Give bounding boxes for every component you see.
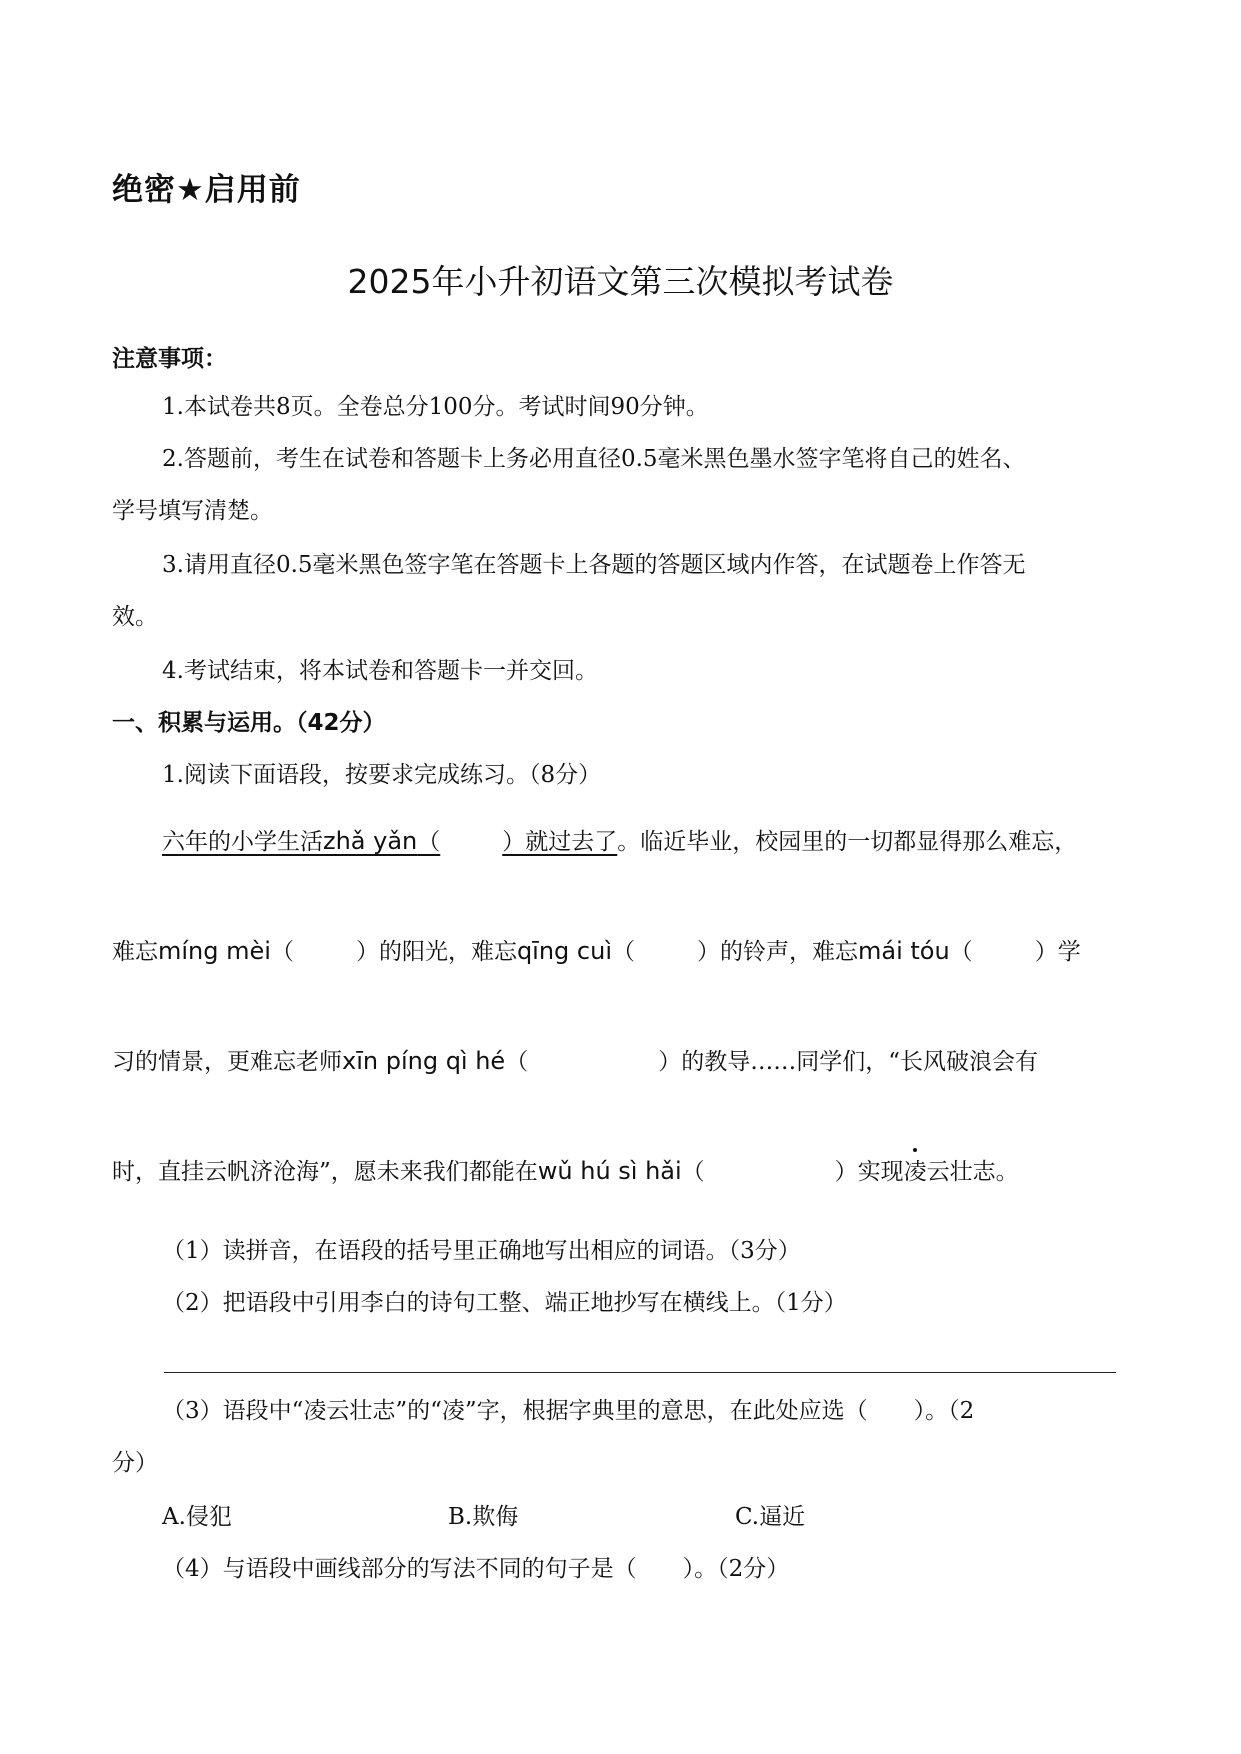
- pinyin-xin-ping-qi-he: xīn píng qì hé: [342, 1047, 506, 1075]
- passage-line-4: 时，直挂云帆济沧海”，愿未来我们都能在wǔ hú sì hǎi（ ）实现凌云壮志。: [112, 1153, 1019, 1186]
- secret-mark: 绝密★启用前: [112, 172, 301, 208]
- notice-heading: 注意事项：: [112, 346, 227, 372]
- subquestion-3-line-1: （3）语段中“凌云壮志”的“凌”字，根据字典里的意思，在此处应选（ ）。（2: [162, 1398, 975, 1424]
- notice-item-4: 4.考试结束，将本试卷和答题卡一并交回。: [162, 658, 598, 684]
- exam-title: 2025年小升初语文第三次模拟考试卷: [347, 262, 894, 301]
- notice-item-3-line-1: 3.请用直径0.5毫米黑色签字笔在答题卡上各题的答题区域内作答，在试题卷上作答无: [162, 552, 1026, 578]
- passage-line-2: 难忘míng mèi（ ）的阳光，难忘qīng cuì（ ）的铃声，难忘mái tóu（ ）学: [112, 937, 1081, 965]
- subquestion-4: （4）与语段中画线部分的写法不同的句子是（ ）。（2分）: [162, 1556, 790, 1582]
- subquestion-3-line-2: 分）: [112, 1450, 158, 1476]
- answer-line[interactable]: [164, 1372, 1116, 1373]
- subquestion-1: （1）读拼音，在语段的括号里正确地写出相应的词语。（3分）: [162, 1238, 801, 1264]
- subquestion-2: （2）把语段中引用李白的诗句工整、端正地抄写在横线上。（1分）: [162, 1290, 847, 1316]
- option-a: A.侵犯: [162, 1504, 232, 1530]
- dotted-character: 凌: [904, 1153, 927, 1186]
- passage-line-1: 六年的小学生活zhǎ yǎn（ ）就过去了。临近毕业，校园里的一切都显得那么难忘，: [162, 827, 1078, 855]
- option-c: C.逼近: [735, 1504, 806, 1530]
- notice-item-1: 1.本试卷共8页。全卷总分100分。考试时间90分钟。: [162, 394, 709, 420]
- pinyin-ming-mei: míng mèi: [158, 937, 271, 965]
- passage-line-3: 习的情景，更难忘老师xīn píng qì hé（ ）的教导……同学们，“长风破浪会有: [112, 1047, 1038, 1075]
- notice-item-3-line-2: 效。: [112, 604, 158, 630]
- underlined-sentence: 六年的小学生活zhǎ yǎn（ ）就过去了: [162, 827, 618, 855]
- notice-item-2-line-1: 2.答题前，考生在试卷和答题卡上务必用直径0.5毫米黑色墨水签字笔将自己的姓名、: [162, 446, 1026, 472]
- section-1-heading: 一、积累与运用。（42分）: [112, 710, 386, 736]
- question-1: 1.阅读下面语段，按要求完成练习。（8分）: [162, 762, 602, 788]
- option-b: B.欺侮: [448, 1504, 519, 1530]
- pinyin-qing-cui: qīng cuì: [516, 937, 612, 965]
- pinyin-wu-hu-si-hai: wǔ hú sì hǎi: [537, 1157, 682, 1185]
- notice-item-2-line-2: 学号填写清楚。: [112, 498, 273, 524]
- pinyin-zha-yan: zhǎ yǎn: [323, 827, 418, 855]
- pinyin-mai-tou: mái tóu: [858, 937, 950, 965]
